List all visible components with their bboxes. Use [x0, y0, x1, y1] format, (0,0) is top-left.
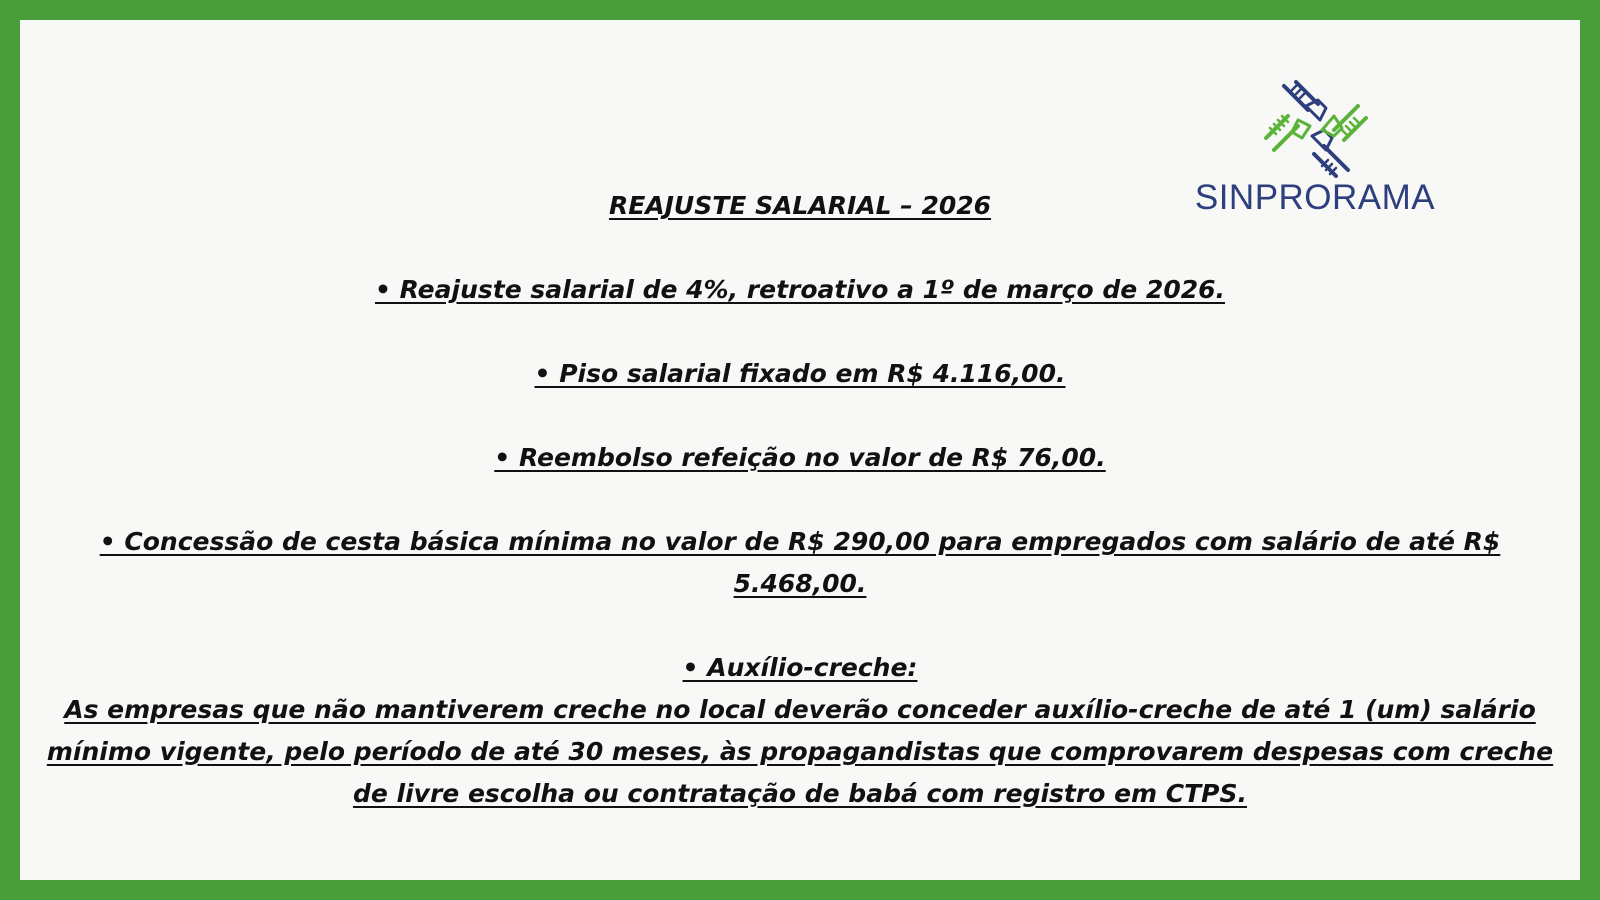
creche-text: As empresas que não mantiverem creche no local deverão conceder auxílio-creche de até 1 (um) salário mínimo vigente, pelo período de até 30 meses, às propagandistas que comprovarem despesas com creche de livre escolha ou contratação de babá com registro em CTPS. [46, 695, 1554, 808]
item-reajuste: • Reajuste salarial de 4%, retroativo a 1º de março de 2026. [374, 275, 1225, 304]
document-body [20, 185, 1580, 815]
creche-heading: • Auxílio-creche: [682, 653, 918, 682]
joined-hands-icon [1262, 76, 1370, 180]
document-title: REAJUSTE SALARIAL – 2026 [608, 191, 992, 220]
item-piso: • Piso salarial fixado em R$ 4.116,00. [534, 359, 1066, 388]
item-reembolso: • Reembolso refeição no valor de R$ 76,00. [494, 443, 1106, 472]
item-cesta-basica: • Concessão de cesta básica mínima no valor de R$ 290,00 para empregados com salário de até R$ 5.468,00. [99, 527, 1501, 598]
logo-wordmark: SINPRORAMA [1194, 178, 1436, 217]
